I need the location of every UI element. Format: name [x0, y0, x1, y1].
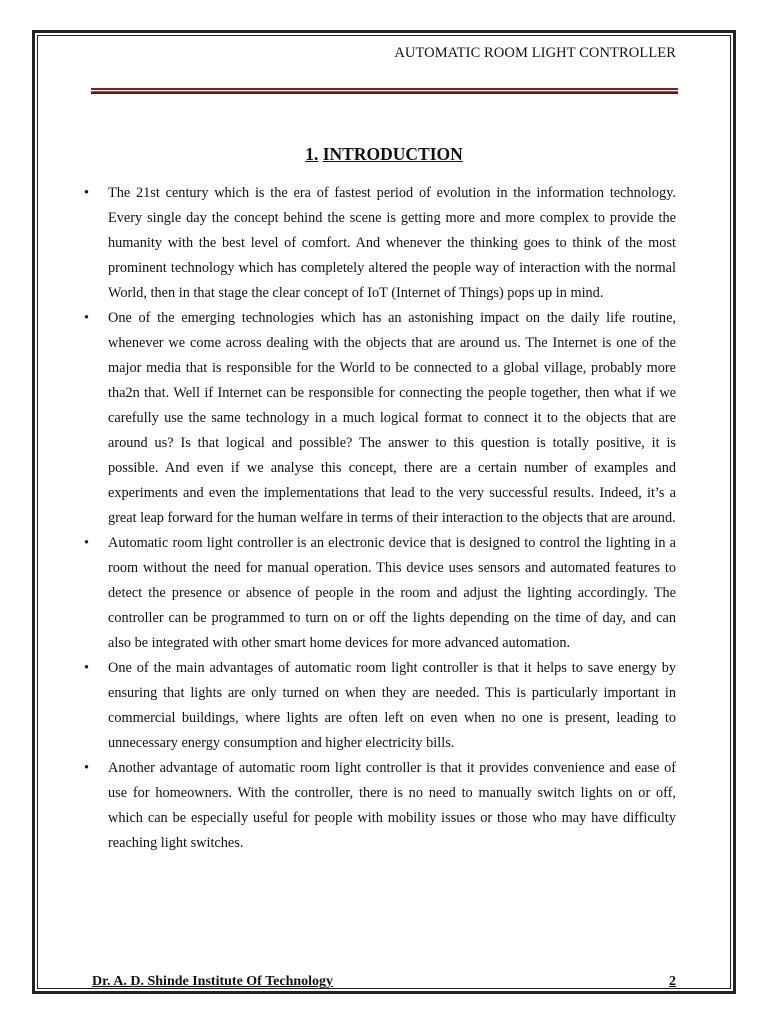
- section-heading: [0, 144, 768, 165]
- bullet-paragraph-2: • One of the emerging technologies which has an astonishing impact on the daily life routine, whenever we come across dealing with the objects that are around us. The Internet is one of the major media that is responsible for the World to be connected to a global village, probably more tha2n that. Well if Internet can be responsible for connecting the people together, then what if we carefully use the same technology in a much logical format to connect it to the objects that are around us? Is that logical and possible? The answer to this question is totally positive, it is possible. And even if we analyse this concept, there are a certain number of examples and experiments and even the implementations that lead to the very successful results. Indeed, it’s a great leap forward for the human welfare in terms of their interaction to the objects that are around.: [84, 306, 676, 531]
- bullet-paragraph-3: • Automatic room light controller is an electronic device that is designed to control the lighting in a room without the need for manual operation. This device uses sensors and automated features to detect the presence or absence of people in the room and adjust the lighting accordingly. The controller can be programmed to turn on or off the lights depending on the time of day, and can also be integrated with other smart home devices for more advanced automation.: [84, 531, 676, 656]
- footer-page-number: 2: [669, 974, 676, 989]
- bullet-list: [84, 181, 676, 856]
- section-title: INTRODUCTION: [322, 144, 463, 164]
- header-divider-rule: [91, 88, 678, 94]
- bullet-paragraph-1: • The 21st century which is the era of fastest period of evolution in the information technology. Every single day the concept behind the scene is getting more and more complex to provide the humanity with the best level of comfort. And whenever the thinking goes to think of the most prominent technology which has completely altered the people way of interaction with the normal World, then in that stage the clear concept of IoT (Internet of Things) pops up in mind.: [84, 181, 676, 306]
- bullet-paragraph-5: • Another advantage of automatic room light controller is that it provides convenience and ease of use for homeowners. With the controller, there is no need to manually switch lights on or off, which can be especially useful for people with mobility issues or those who may have difficulty reaching light switches.: [84, 756, 676, 856]
- bullet-paragraph-4: • One of the main advantages of automatic room light controller is that it helps to save energy by ensuring that lights are only turned on when they are needed. This is particularly important in commercial buildings, where lights are often left on even when no one is present, leading to unnecessary energy consumption and higher electricity bills.: [84, 656, 676, 756]
- footer-institute-name: Dr. A. D. Shinde Institute Of Technology: [92, 974, 334, 989]
- section-number: 1.: [305, 144, 319, 164]
- running-header-title: AUTOMATIC ROOM LIGHT CONTROLLER: [394, 45, 676, 61]
